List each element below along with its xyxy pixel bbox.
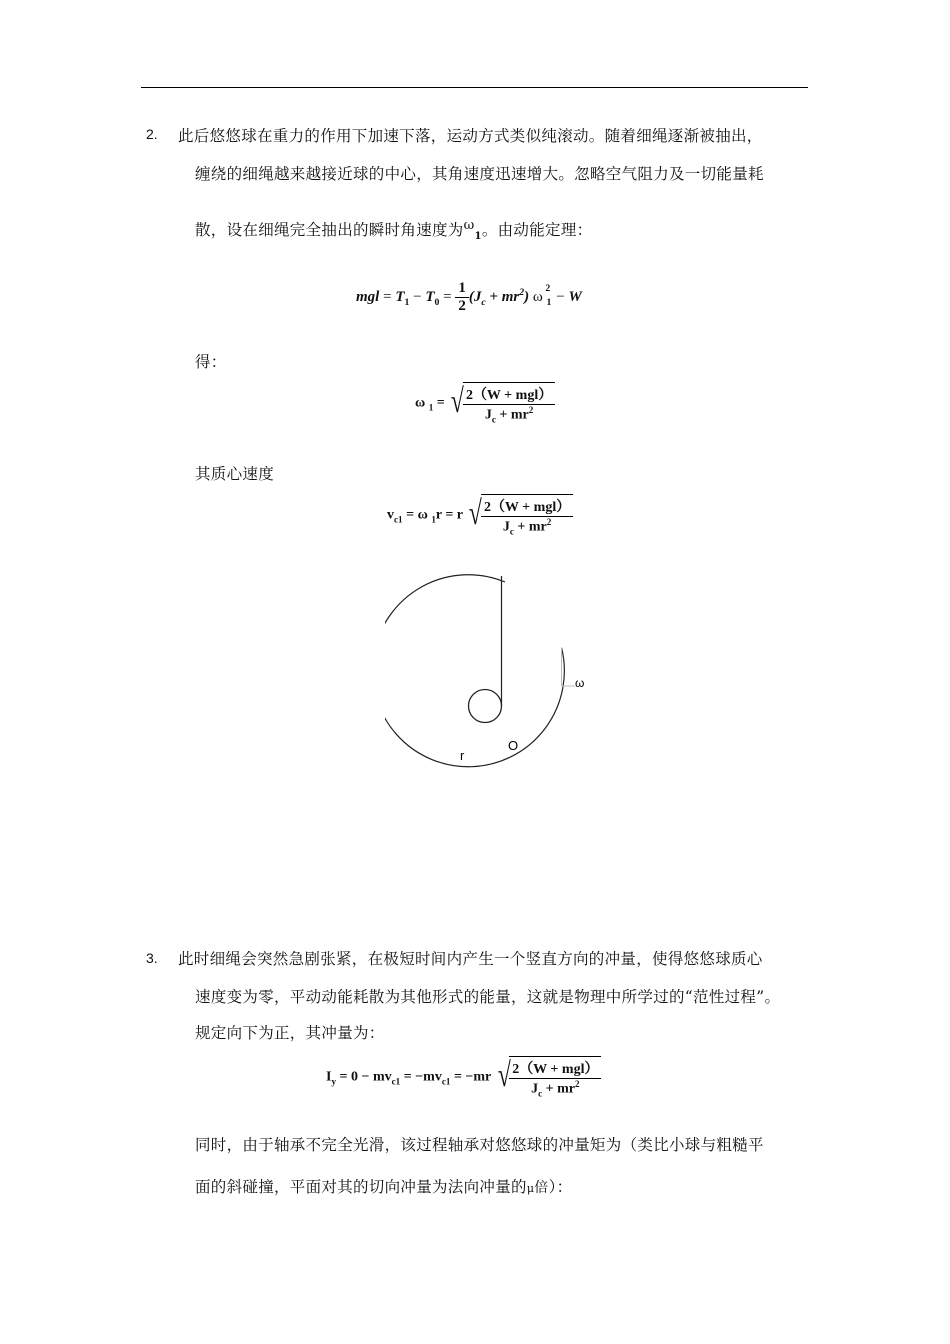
omega-label: ω <box>575 676 585 690</box>
item-3-line-4: 同时，由于轴承不完全光滑，该过程轴承对悠悠球的冲量矩为（类比小球与粗糙平 <box>195 1136 764 1154</box>
omega-equation: ω $_1$ = √ $\frac{\text{2（W + mgl）}}{J_c + mr^2}$ <box>415 382 555 424</box>
item-2-line-2: 缠绕的细绳越来越接近球的中心，其角速度迅速增大。忽略空气阻力及一切能量耗 <box>195 165 764 183</box>
center-label: O <box>508 738 519 753</box>
result-label: 得： <box>195 353 227 371</box>
inner-axle-circle <box>469 690 502 723</box>
item-3-line-3: 规定向下为正，其冲量为： <box>195 1024 385 1042</box>
item-3-line-1: 此时细绳会突然急剧张紧，在极短时间内产生一个竖直方向的冲量，使得悠悠球质心 <box>178 950 763 968</box>
item-2-number: 2. <box>146 126 158 142</box>
yoyo-figure <box>385 570 595 810</box>
header-rule <box>141 87 808 88</box>
center-speed-label: 其质心速度 <box>195 465 275 483</box>
item-3-number: 3. <box>146 950 158 966</box>
item-2-line-3: 散，设在细绳完全抽出的瞬时角速度为$^\omega_1$。由动能定理： <box>195 218 593 243</box>
yoyo-diagram <box>385 570 595 810</box>
item-3-line-5: 面的斜碰撞，平面对其的切向冲量为法向冲量的μ倍）： <box>195 1178 573 1196</box>
outer-disk-arc <box>385 575 564 767</box>
item-2-line-1: 此后悠悠球在重力的作用下加速下落，运动方式类似纯滚动。随着细绳逐渐被抽出， <box>178 127 763 145</box>
item-3-line-2: 速度变为零，平动动能耗散为其他形式的能量，这就是物理中所学过的“范性过程”。 <box>195 988 781 1006</box>
kinetic-energy-equation: mgl = $T_1 - T_0$ = $\frac{1}{2}$ $(J_c + mr^2)$ ω $_1^2$− W <box>356 280 582 314</box>
center-velocity-equation: $v_{c1} = \omega$ $_1$r = r √ $\frac{\text{2（W + mgl）}}{J_c + mr^2}$ <box>387 494 573 536</box>
radius-label: r <box>460 748 465 763</box>
impulse-equation: $I_y = 0 - mv_{c1} = -mv_{c1} = -mr$ √ $\frac{\text{2（W + mgl）}}{J_c + mr^2}$ <box>326 1056 601 1098</box>
